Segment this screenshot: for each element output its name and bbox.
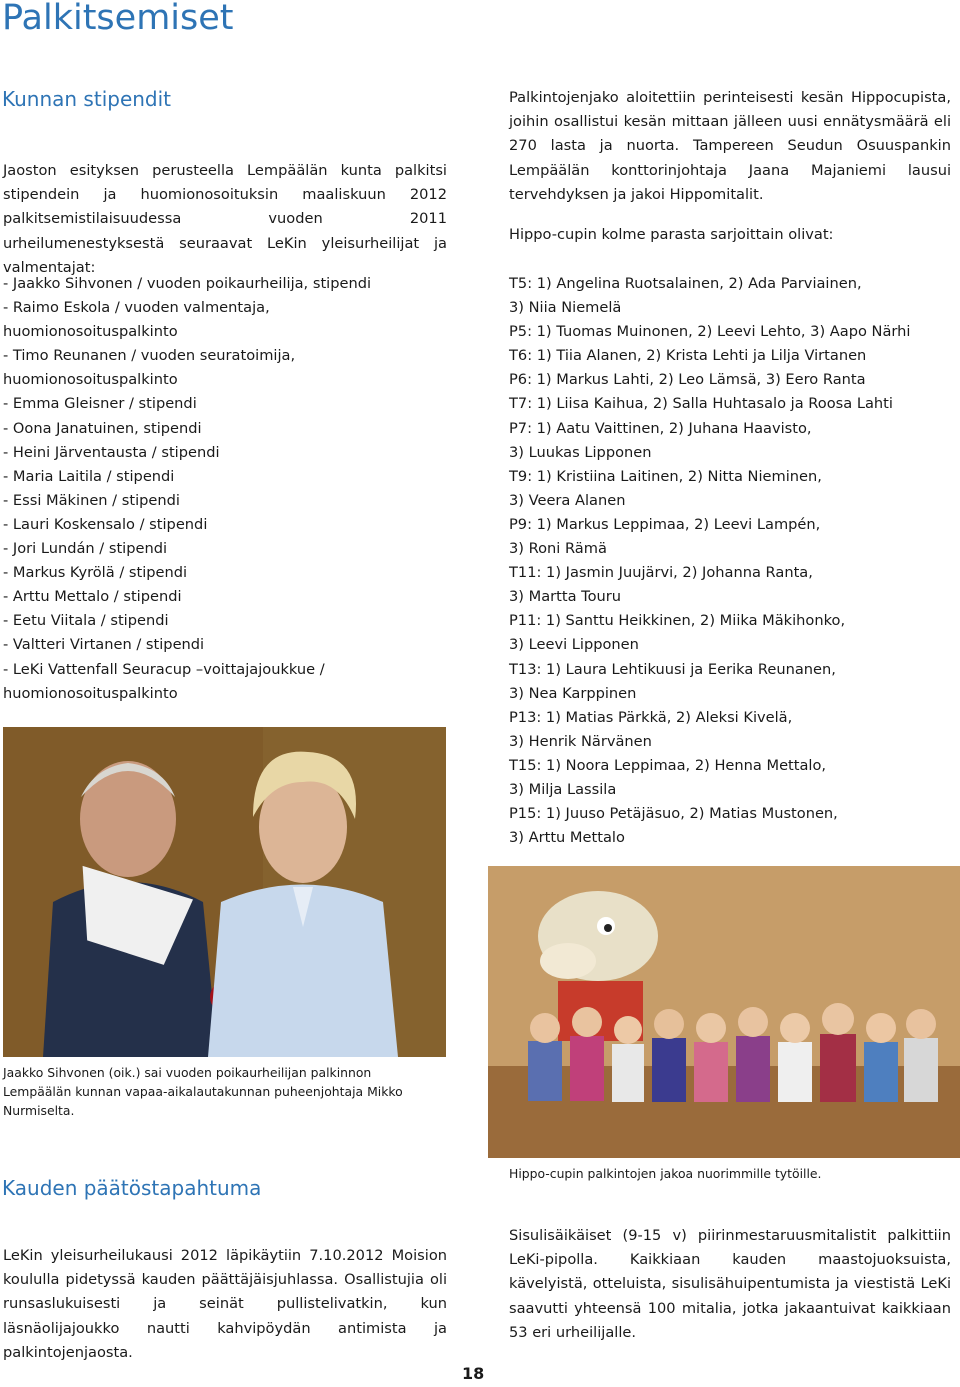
list-item: - Eetu Viitala / stipendi [3, 612, 169, 630]
result-line: 3) Roni Rämä [509, 540, 607, 558]
page-title: Palkitsemiset [2, 0, 234, 38]
result-line: P15: 1) Juuso Petäjäsuo, 2) Matias Mustonen, [509, 805, 838, 823]
result-line: 3) Leevi Lipponen [509, 636, 639, 654]
stipend-recipient-list [3, 272, 453, 706]
list-item: - LeKi Vattenfall Seuracup –voittajajoukkue / [3, 660, 325, 678]
result-line: 3) Henrik Närvänen [509, 732, 652, 750]
hippocup-results-subtitle: Hippo-cupin kolme parasta sarjoittain olivat: [509, 226, 834, 243]
result-line: 3) Luukas Lipponen [509, 443, 652, 461]
hippocup-intro-paragraph: Palkintojenjako aloitettiin perinteisesti kesän Hippocupista, joihin osallistui kesän mittaan jälleen uusi ennätysmäärä eli 270 lasta ja nuorta. Tampereen Seudun Osuuspankin Lempäälän konttorinjohtaja Jaana Majaniemi lausui tervehdyksen ja jakoi Hippomitalit. [509, 89, 951, 203]
result-line: P7: 1) Aatu Vaittinen, 2) Juhana Haavisto, [509, 419, 812, 437]
result-line: 3) Veera Alanen [509, 491, 626, 509]
season-closing-paragraph: LeKin yleisurheilukausi 2012 läpikäytiin 7.10.2012 Moision koululla pidetyssä kauden päättäjäisjuhlassa. Osallistujia oli runsaslukuisesti ja seinät pullistelivatkin, kun läsnäolijajoukko nautti kahvipöydän antimista ja palkintojenjaosta. [3, 1247, 447, 1361]
photo-caption-hippocup: Hippo-cupin palkintojen jakoa nuorimmille tytöille. [509, 1166, 822, 1181]
medal-summary-paragraph: Sisulisäikäiset (9-15 v) piirinmestaruusmitalistit palkittiin LeKi-pipolla. Kaikkiaan kauden maastojuoksuista, kävelyistä, otteluista, sisulisähuipentumista ja viestistä LeKi saavutti yhteensä 100 mitalia, jotka jakaantuivat kaikkiaan 53 eri urheilijalle. [509, 1227, 951, 1341]
result-line: T13: 1) Laura Lehtikuusi ja Eerika Reunanen, [509, 660, 836, 678]
photo-caption-jaakko [3, 1063, 453, 1120]
list-item: huomionosoituspalkinto [3, 371, 178, 389]
result-line: P13: 1) Matias Pärkkä, 2) Aleksi Kivelä, [509, 708, 793, 726]
result-line: T9: 1) Kristiina Laitinen, 2) Nitta Nieminen, [509, 467, 822, 485]
result-line: T5: 1) Angelina Ruotsalainen, 2) Ada Parviainen, [509, 275, 862, 292]
award-photo-hippocup-girls [488, 866, 960, 1158]
photo-caption-line: Jaakko Sihvonen (oik.) sai vuoden poikaurheilijan palkinnon [3, 1065, 372, 1080]
result-line: T6: 1) Tiia Alanen, 2) Krista Lehti ja Lilja Virtanen [509, 347, 867, 365]
award-photo-illustration [3, 727, 446, 1057]
result-line: T11: 1) Jasmin Juujärvi, 2) Johanna Ranta, [509, 564, 813, 582]
list-item: - Arttu Mettalo / stipendi [3, 588, 182, 606]
hippocup-results-list [509, 272, 954, 850]
list-item: - Maria Laitila / stipendi [3, 467, 175, 485]
list-item: huomionosoituspalkinto [3, 684, 178, 702]
result-line: 3) Nea Karppinen [509, 684, 637, 702]
photo-caption-line: Lempäälän kunnan vapaa-aikalautakunnan puheenjohtaja Mikko [3, 1084, 403, 1099]
list-item: - Emma Gleisner / stipendi [3, 395, 197, 413]
result-line: 3) Milja Lassila [509, 780, 617, 798]
result-line: T15: 1) Noora Leppimaa, 2) Henna Mettalo, [509, 756, 827, 774]
result-line: 3) Niia Niemelä [509, 299, 622, 317]
result-line: 3) Martta Touru [509, 588, 622, 606]
list-item: - Essi Mäkinen / stipendi [3, 491, 180, 509]
list-item: - Oona Janatuinen, stipendi [3, 419, 202, 437]
list-item: - Lauri Koskensalo / stipendi [3, 515, 208, 533]
list-item: huomionosoituspalkinto [3, 323, 178, 341]
page-number: 18 [462, 1364, 485, 1383]
result-line: P6: 1) Markus Lahti, 2) Leo Lämsä, 3) Eero Ranta [509, 371, 866, 389]
result-line: T7: 1) Liisa Kaihua, 2) Salla Huhtasalo ja Roosa Lahti [509, 395, 893, 413]
result-line: P11: 1) Santtu Heikkinen, 2) Miika Mäkihonko, [509, 612, 846, 630]
photo-caption-line: Nurmiselta. [3, 1103, 75, 1118]
list-item: - Jori Lundán / stipendi [3, 540, 168, 558]
result-line: P9: 1) Markus Leppimaa, 2) Leevi Lampén, [509, 515, 821, 533]
stipend-intro-paragraph: Jaoston esityksen perusteella Lempäälän kunta palkitsi stipendein ja huomionosoituksin maaliskuun 2012 palkitsemistilaisuudessa vuoden 2011 urheilumenestyksestä seuraavat LeKin yleisurheilijat ja valmentajat: [3, 162, 447, 276]
list-item: - Heini Järventausta / stipendi [3, 443, 220, 461]
list-item: - Jaakko Sihvonen / vuoden poikaurheilija, stipendi [3, 275, 372, 292]
section-heading-kauden-paatostapahtuma: Kauden päätöstapahtuma [2, 1176, 262, 1200]
award-photo-jaakko-sihvonen [3, 727, 446, 1057]
list-item: - Timo Reunanen / vuoden seuratoimija, [3, 347, 296, 365]
result-line: P5: 1) Tuomas Muinonen, 2) Leevi Lehto, 3) Aapo Närhi [509, 323, 911, 341]
list-item: - Raimo Eskola / vuoden valmentaja, [3, 299, 270, 317]
list-item: - Markus Kyrölä / stipendi [3, 564, 188, 582]
hippocup-photo-illustration [488, 866, 960, 1158]
result-line: 3) Arttu Mettalo [509, 829, 625, 847]
list-item: - Valtteri Virtanen / stipendi [3, 636, 205, 654]
section-heading-kunnan-stipendit: Kunnan stipendit [2, 87, 172, 111]
